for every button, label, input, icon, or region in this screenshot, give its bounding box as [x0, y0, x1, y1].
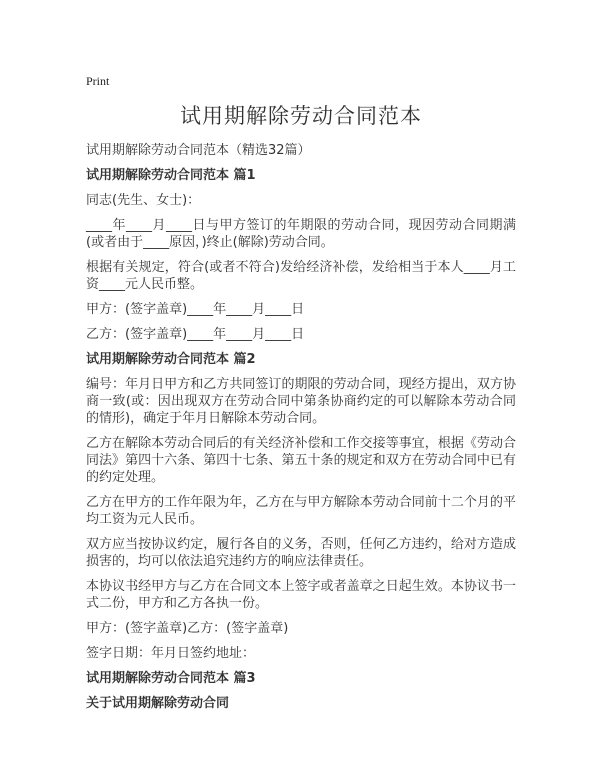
article-body: [86, 167, 516, 712]
section-heading: 试用期解除劳动合同范本 篇3: [86, 671, 256, 686]
paragraph: 根据有关规定，符合(或者不符合)发给经济补偿，发给相当于本人____月工资____元人民币整。: [86, 260, 516, 292]
article-subtitle: 试用期解除劳动合同范本（精选32篇）: [86, 143, 311, 158]
paragraph: 编号：年月日甲方和乙方共同签订的期限的劳动合同，现经方提出，双方协商一致(或：因出现双方在劳动合同中第条协商约定的可以解除本劳动合同的情形)，确定于年月日解除本劳动合同。: [86, 377, 516, 426]
paragraph: 本协议书经甲方与乙方在合同文本上签字或者盖章之日起生效。本协议书一式二份，甲方和乙方各执一份。: [86, 579, 516, 611]
paragraph: 同志(先生、女士)：: [86, 193, 201, 208]
paragraph: ____年____月____日与甲方签订的年期限的劳动合同，现因劳动合同期满(或者由于____原因，)终止(解除)劳动合同。: [86, 218, 516, 250]
paragraph: 甲方：(签字盖章)乙方：(签字盖章): [86, 621, 289, 636]
page-title: 试用期解除劳动合同范本: [180, 104, 422, 128]
paragraph: 双方应当按协议约定，履行各自的义务，否则，任何乙方违约，给对方造成损害的，均可以依法追究违约方的响应法律责任。: [86, 537, 516, 569]
paragraph: 乙方：(签字盖章)____年____月____日: [86, 327, 305, 342]
paragraph: 签字日期：年月日签约地址：: [86, 646, 256, 661]
paragraph: 乙方在解除本劳动合同后的有关经济补偿和工作交接等事宜，根据《劳动合同法》第四十六条、第四十七条、第五十条的规定和双方在劳动合同中已有的约定处理。: [86, 436, 516, 485]
section-heading: 试用期解除劳动合同范本 篇2: [86, 352, 256, 367]
section-heading: 试用期解除劳动合同范本 篇1: [86, 168, 256, 183]
paragraph: 甲方：(签字盖章)____年____月____日: [86, 302, 305, 317]
paragraph: 乙方在甲方的工作年限为年，乙方在与甲方解除本劳动合同前十二个月的平均工资为元人民币。: [86, 495, 516, 527]
section-heading: 关于试用期解除劳动合同: [86, 696, 230, 711]
print-link[interactable]: Print: [86, 74, 110, 88]
